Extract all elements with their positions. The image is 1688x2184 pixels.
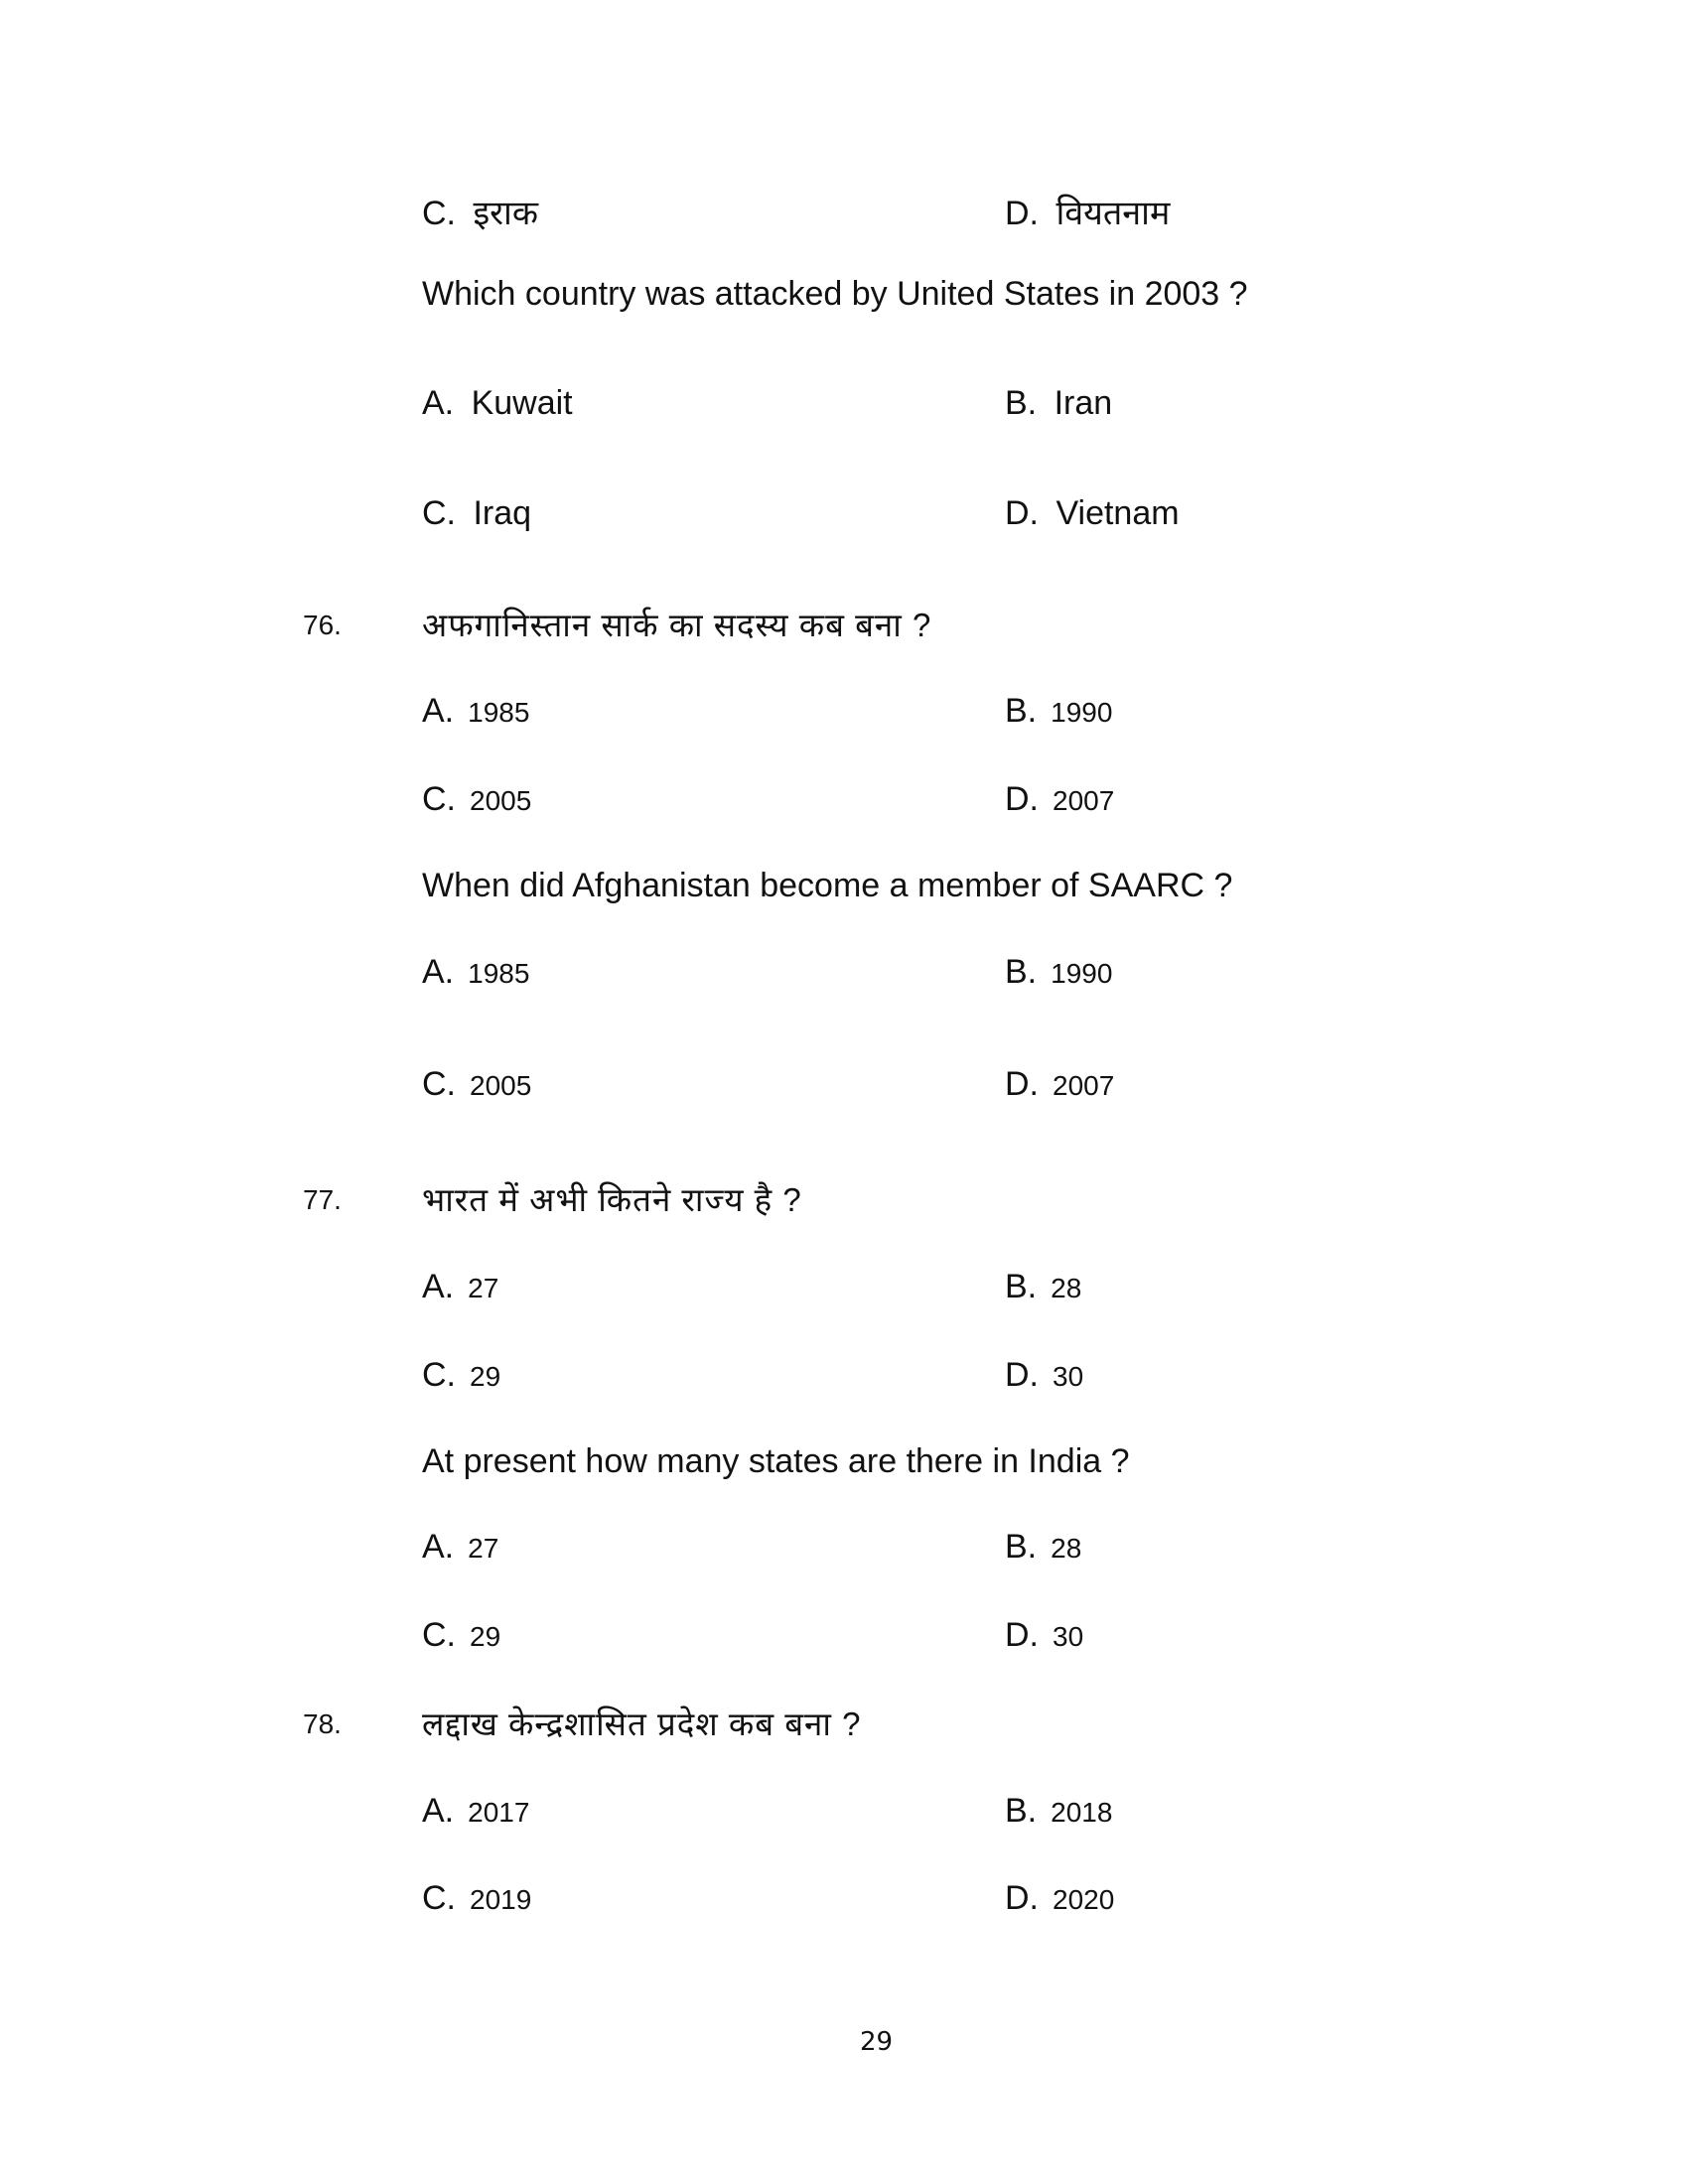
option-d: D. 2007 bbox=[1005, 1065, 1115, 1103]
question-english: Which country was attacked by United States in 2003 ? bbox=[422, 275, 1248, 313]
option-d-hindi: D. 2007 bbox=[1005, 780, 1115, 818]
option-d-hindi: D. 2020 bbox=[1005, 1879, 1115, 1917]
option-d: D. 30 bbox=[1005, 1616, 1084, 1654]
option-c-hindi: C. 29 bbox=[422, 1356, 501, 1394]
option-d-hindi: D. 30 bbox=[1005, 1356, 1084, 1394]
question-number: 78. bbox=[303, 1708, 342, 1739]
option-a: A. 1985 bbox=[422, 953, 530, 991]
option-c-hindi: C. इराक bbox=[422, 195, 538, 232]
option-c: C. 2005 bbox=[422, 1065, 532, 1103]
page-number: 29 bbox=[860, 2027, 894, 2057]
option-c-hindi: C. 2019 bbox=[422, 1879, 532, 1917]
question-hindi: लद्दाख केन्द्रशासित प्रदेश कब बना ? bbox=[422, 1706, 862, 1742]
option-b: B. 1990 bbox=[1005, 953, 1113, 991]
option-a: A. 27 bbox=[422, 1528, 499, 1566]
option-d: D. Vietnam bbox=[1005, 494, 1180, 532]
option-b-hindi: B. 2018 bbox=[1005, 1792, 1113, 1830]
option-a-hindi: A. 1985 bbox=[422, 692, 530, 730]
question-number: 76. bbox=[303, 610, 342, 640]
option-d-hindi: D. वियतनाम bbox=[1005, 195, 1171, 232]
question-english: At present how many states are there in India ? bbox=[422, 1442, 1130, 1480]
question-hindi: भारत में अभी कितने राज्य है ? bbox=[422, 1181, 802, 1218]
option-a-hindi: A. 27 bbox=[422, 1268, 499, 1305]
option-c-hindi: C. 2005 bbox=[422, 780, 532, 818]
option-b: B. 28 bbox=[1005, 1528, 1082, 1566]
option-a-hindi: A. 2017 bbox=[422, 1792, 530, 1830]
question-number: 77. bbox=[303, 1184, 342, 1215]
option-a: A. Kuwait bbox=[422, 384, 573, 422]
option-c: C. 29 bbox=[422, 1616, 501, 1654]
option-c: C. Iraq bbox=[422, 494, 532, 532]
option-b: B. Iran bbox=[1005, 384, 1113, 422]
question-hindi: अफगानिस्तान सार्क का सदस्य कब बना ? bbox=[422, 607, 932, 643]
question-english: When did Afghanistan become a member of SAARC ? bbox=[422, 867, 1233, 904]
option-b-hindi: B. 1990 bbox=[1005, 692, 1113, 730]
option-b-hindi: B. 28 bbox=[1005, 1268, 1082, 1305]
